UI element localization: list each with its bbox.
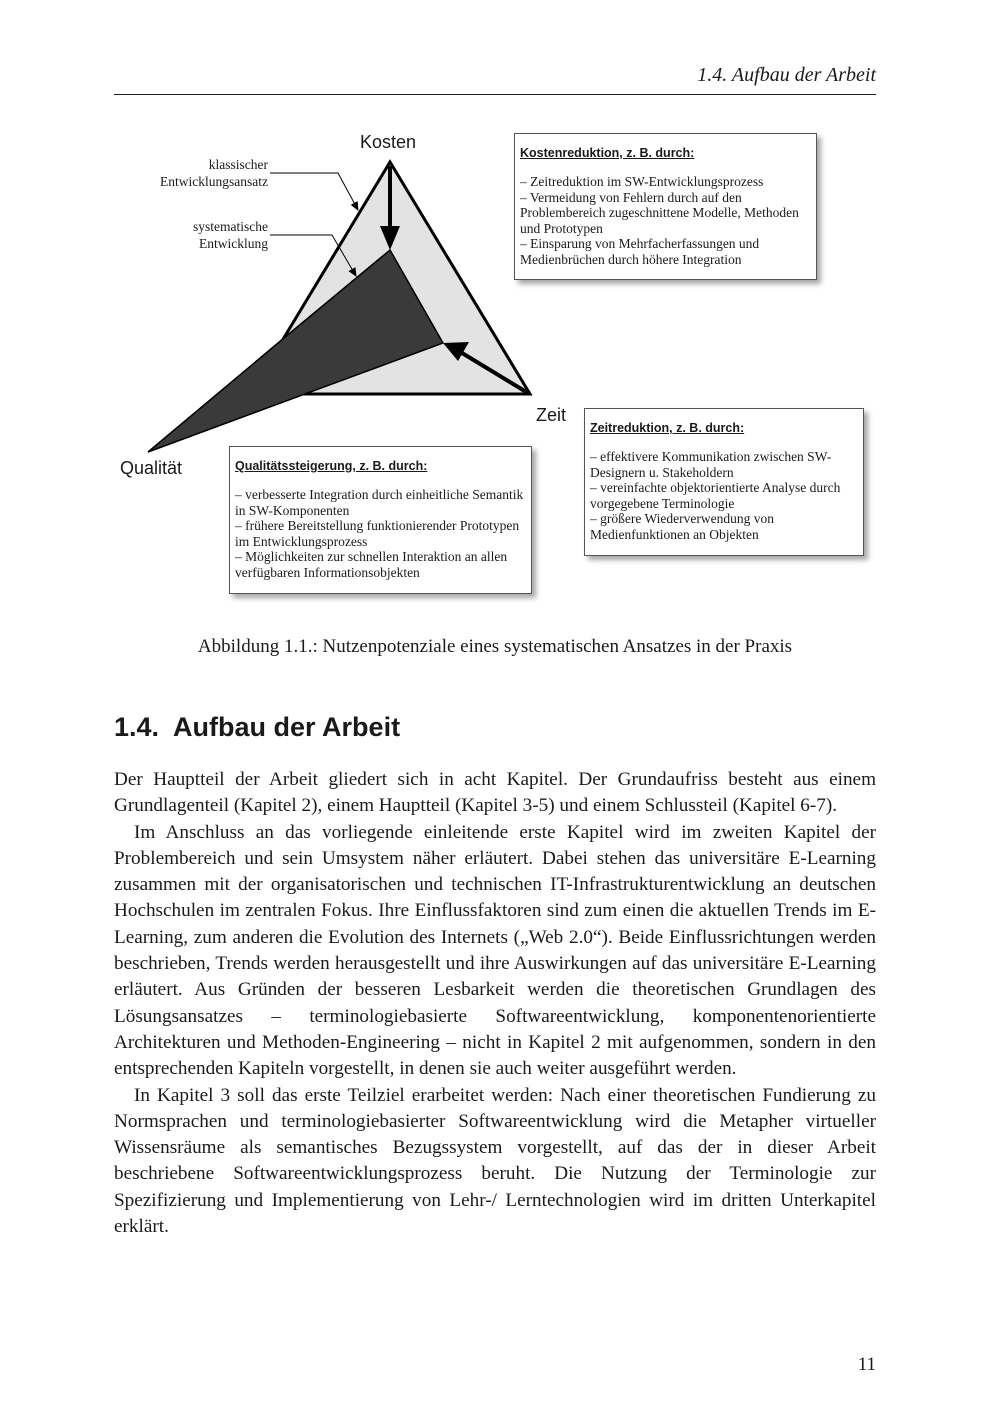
cost-reduction-box: [514, 133, 817, 280]
note-classic-line-2: Entwicklungsansatz: [160, 174, 268, 189]
cost-label: Kosten: [360, 132, 417, 152]
note-systematic-development: [120, 218, 268, 252]
section-title: Aufbau der Arbeit: [173, 712, 401, 742]
time-box-item: – effektivere Kommunikation zwischen SW-Designern u. Stakeholdern: [590, 449, 832, 480]
note-systematic-line-1: systematische: [193, 219, 268, 234]
time-box-item: – vereinfachte objektorientierte Analyse durch vorgegebene Terminologie: [590, 480, 841, 511]
note-classic-approach: [120, 156, 268, 190]
cost-box-item: – Vermeidung von Fehlern durch auf den Problembereich zugeschnittene Modelle, Methoden und Prototypen: [520, 189, 799, 236]
body-text: [114, 767, 876, 1240]
cost-box-title: Kostenreduktion, z. B. durch:: [520, 146, 695, 160]
cost-box-item: – Zeitreduktion im SW-Entwicklungsprozess: [520, 174, 764, 189]
paragraph: Im Anschluss an das vorliegende einleitende erste Kapitel wird im zweiten Kapitel der Problembereich und sein Umsystem näher erläutert. Dabei stehen das universitäre E-Learning zusammen mit der organisatorischen und technischen IT-Infrastrukturentwicklung an deutschen Hochschulen im zentralen Fokus. Ihre Einflussfaktoren sind zum einen die aktuellen Trends im E-Learning, zum anderen die Evolution des Internets („Web 2.0“). Beide Einflussrichtungen werden beschrieben, Trends werden herausgestellt und ihre Auswirkungen auf das universitäre E-Learning erläutert. Aus Gründen der besseren Lesbarkeit werden die theoretischen Grundlagen des Lösungsansatzes – terminologiebasierte Softwareentwicklung, komponentenorientierte Architekturen und Methoden-Engineering – nicht in Kapitel 2 mit aufgenommen, sondern in den entsprechenden Kapiteln vorgestellt, in denen sie auch weiter ausgeführt werden.: [114, 821, 876, 1080]
time-box-item: – größere Wiederverwendung von Medienfunktionen an Objekten: [590, 511, 775, 542]
cost-box-item: – Einsparung von Mehrfacherfassungen und Medienbrüchen durch höhere Integration: [520, 236, 760, 267]
note-classic-line-1: klassischer: [208, 157, 268, 172]
running-header: [114, 64, 876, 95]
classic-callout-line: [270, 173, 358, 210]
page-number: 11: [857, 1354, 876, 1375]
quality-label: Qualität: [120, 458, 183, 478]
paragraph: In Kapitel 3 soll das erste Teilziel erarbeitet werden: Nach einer theoretischen Fundierung zu Normsprachen und terminologiebasierter Softwareentwicklung wird die Metapher virtueller Wissensräume als semantisches Bezugssystem vorgestellt, auf das der in dieser Arbeit beschriebene Softwareentwicklungsprozess beruht. Die Nutzung der Terminologie zur Spezifizierung und Implementierung von Lehr-/ Lerntechnologien wird im dritten Unterkapitel erklärt.: [114, 1084, 876, 1238]
time-reduction-box: [584, 408, 864, 556]
figure-caption: Abbildung 1.1.: Nutzenpotenziale eines systematischen Ansatzes in der Praxis: [197, 636, 793, 657]
quality-increase-box: [229, 446, 532, 594]
section-heading: [114, 712, 400, 743]
systematic-shape: [148, 250, 443, 452]
quality-box-item: – frühere Bereitstellung funktionierender Prototypen im Entwicklungsprozess: [235, 518, 520, 549]
time-box-title: Zeitreduktion, z. B. durch:: [590, 421, 745, 435]
quality-box-item: – verbesserte Integration durch einheitliche Semantik in SW-Komponenten: [235, 487, 524, 518]
quality-box-item: – Möglichkeiten zur schnellen Interaktion an allen verfügbaren Informationsobjekten: [235, 549, 508, 580]
running-title: 1.4. Aufbau der Arbeit: [697, 64, 876, 86]
paragraph: Der Hauptteil der Arbeit gliedert sich in acht Kapitel. Der Grundaufriss besteht aus einem Grundlagenteil (Kapitel 2), einem Hauptteil (Kapitel 3-5) und einem Schlussteil (Kapitel 6-7).: [114, 769, 876, 817]
time-label: Zeit: [536, 405, 567, 425]
quality-box-title: Qualitätssteigerung, z. B. durch:: [235, 459, 428, 473]
section-number: 1.4.: [114, 712, 160, 742]
figure-benefit-triangle: [100, 120, 900, 610]
note-systematic-line-2: Entwicklung: [199, 236, 268, 251]
